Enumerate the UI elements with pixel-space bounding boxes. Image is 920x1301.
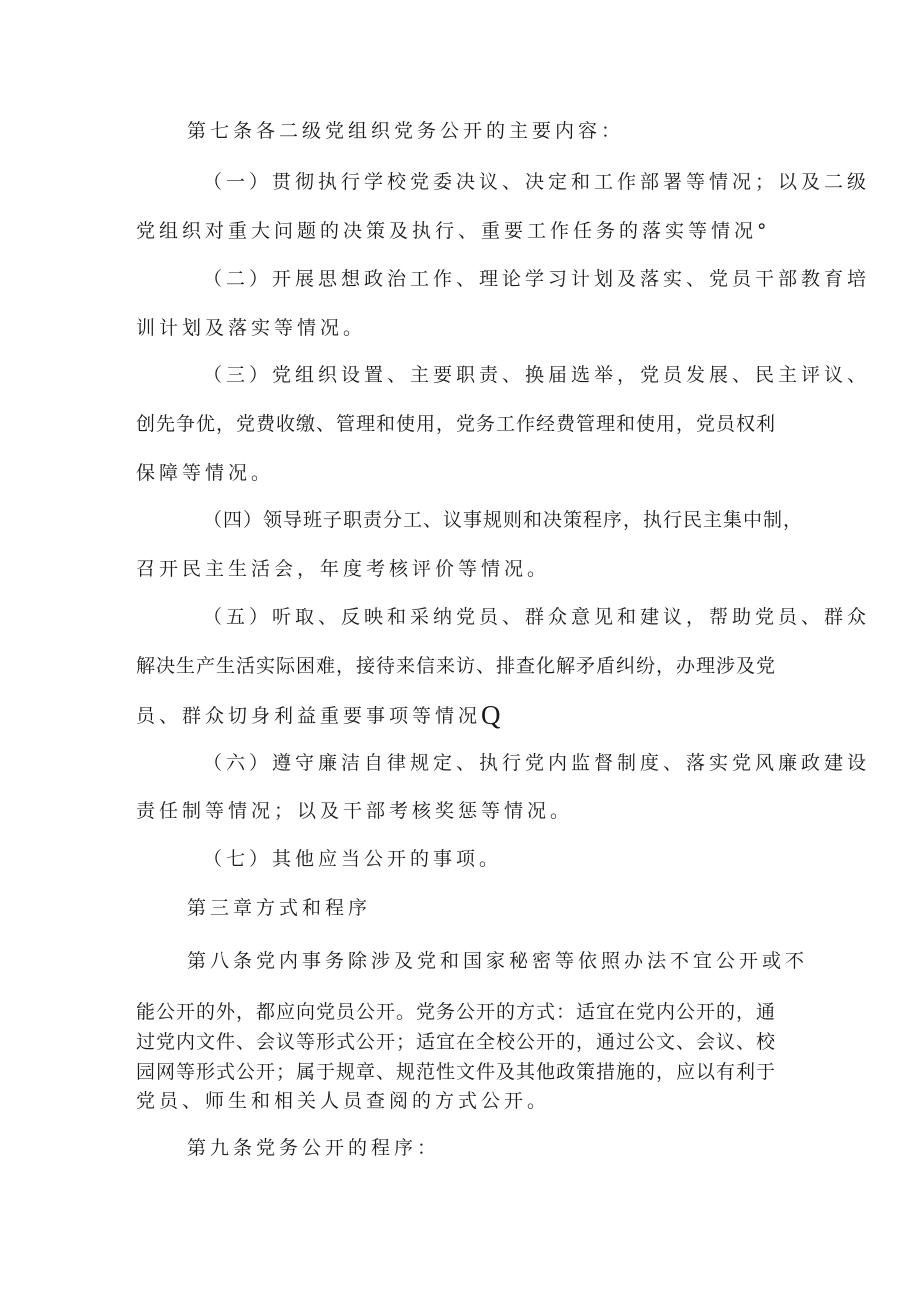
article-8-line-5: 党员、师生和相关人员查阅的方式公开。 (136, 1090, 551, 1112)
item-5-line-2: 解决生产生活实际困难，接待来信来访、排查化解矛盾纠纷，办理涉及党 (136, 655, 777, 677)
item-2-line-1: （二）开展思想政治工作、理论学习计划及落实、党员干部教育培 (203, 268, 871, 290)
article-9-heading: 第九条党务公开的程序： (187, 1137, 441, 1159)
item-3-line-3: 保障等情况。 (136, 462, 275, 484)
article-8-line-1: 第八条党内事务除涉及党和国家秘密等依照办法不宜公开或不 (187, 950, 809, 972)
item-6-line-2: 责任制等情况；以及干部考核奖惩等情况。 (136, 800, 574, 822)
item-4-line-1: （四）领导班子职责分工、议事规则和决策程序，执行民主集中制， (203, 509, 804, 531)
item-5-line-3-text: 员、群众切身利益重要事项等情况 (136, 705, 482, 727)
item-3-line-2: 创先争优，党费收缴、管理和使用，党务工作经费管理和使用，党员权利 (136, 413, 777, 435)
item-5-line-3 (136, 700, 501, 730)
item-5-line-1: （五）听取、反映和采纳党员、群众意见和建议，帮助党员、群众 (203, 606, 871, 628)
item-2-line-2: 训计划及落实等情况。 (136, 317, 367, 339)
item-7-line-1: （七）其他应当公开的事项。 (203, 848, 503, 870)
item-4-line-2: 召开民主生活会，年度考核评价等情况。 (136, 558, 551, 580)
article-8-line-2: 能公开的外，都应向党员公开。党务公开的方式：适宜在党内公开的，通 (136, 1001, 777, 1023)
chapter-3-heading: 第三章方式和程序 (187, 897, 372, 919)
article-7-heading: 第七条各二级党组织党务公开的主要内容： (187, 120, 625, 142)
item-6-line-1: （六）遵守廉洁自律规定、执行党内监督制度、落实党风廉政建设 (203, 752, 871, 774)
item-3-line-1: （三）党组织设置、主要职责、换届选举，党员发展、民主评议、 (203, 364, 871, 386)
article-8-line-4: 园网等形式公开；属于规章、规范性文件及其他政策措施的，应以有利于 (136, 1061, 777, 1083)
item-1-line-1: （一）贯彻执行学校党委决议、决定和工作部署等情况；以及二级 (203, 171, 871, 193)
stray-q-glyph: Q (481, 700, 501, 730)
item-1-line-2: 党组织对重大问题的决策及执行、重要工作任务的落实等情况° (136, 220, 771, 242)
article-8-line-3: 过党内文件、会议等形式公开；适宜在全校公开的，通过公文、会议、校 (136, 1031, 777, 1053)
